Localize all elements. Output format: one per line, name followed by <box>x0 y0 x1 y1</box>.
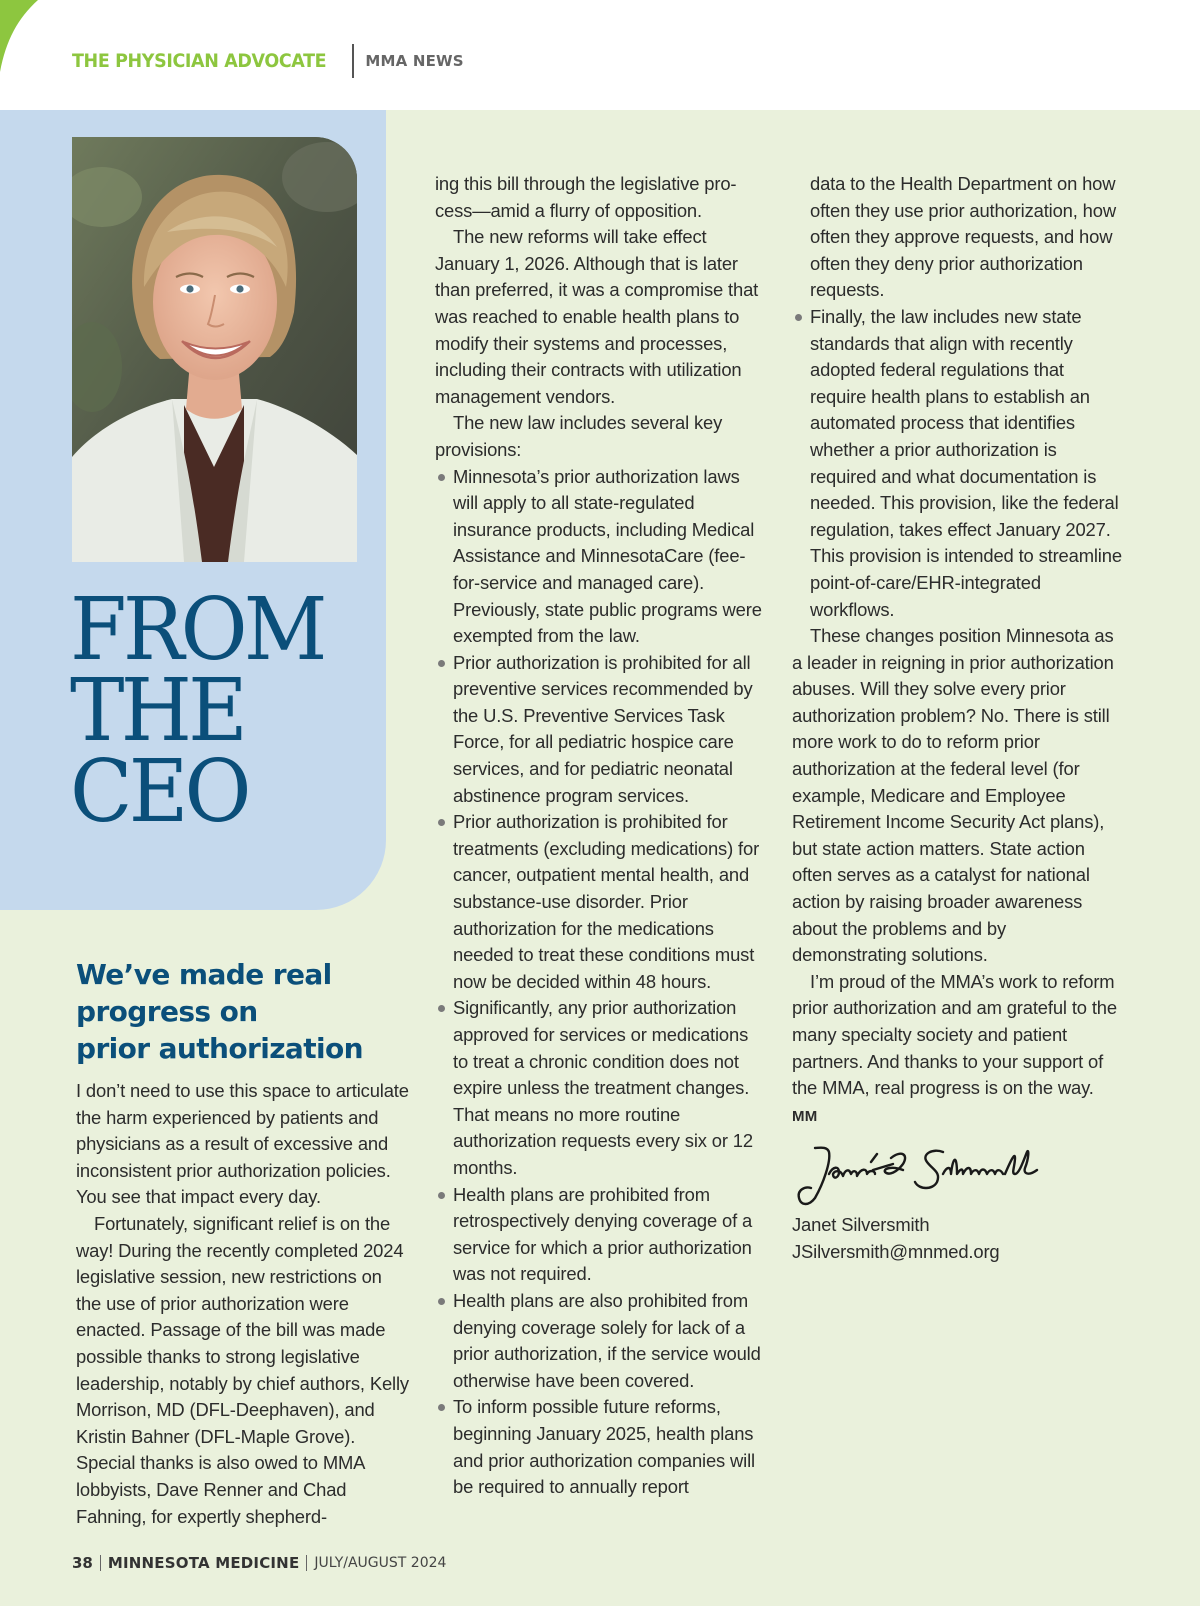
article-column-3 <box>792 171 1122 1130</box>
bullet-continuation: data to the Health Department on how often they use prior authorization, how often they approve requests, and how often they deny prior authorization requests. <box>810 173 1116 301</box>
feature-title-line-3: CEO <box>70 742 248 842</box>
paragraph: ing this bill through the legislative pro-cess—amid a flurry of opposition. <box>435 173 737 221</box>
paragraph: I don’t need to use this space to articulate the harm experienced by patients and physicians as a result of excessive and inconsistent prior authorization policies. You see that impact every day. <box>76 1080 409 1208</box>
article-column-2 <box>435 171 767 1501</box>
footer-divider <box>100 1555 101 1571</box>
author-signoff <box>792 1212 1122 1265</box>
subsection-label: MMA NEWS <box>365 52 464 70</box>
feature-title-line-2: THE <box>70 661 244 761</box>
headline-line-1: We’ve made real <box>76 958 332 991</box>
signature-image <box>793 1140 1063 1214</box>
header-divider <box>352 44 354 78</box>
corner-accent-shape <box>0 0 40 80</box>
author-email[interactable]: JSilversmith@mnmed.org <box>792 1240 1000 1262</box>
headline-line-3: prior authorization <box>76 1032 363 1065</box>
bullet-item: Health plans are also prohibited from denying coverage solely for lack of a prior authorization, if the service would otherwise have been covered. <box>435 1288 767 1394</box>
page-footer <box>72 1554 446 1572</box>
feature-title-line-1: FROM <box>70 580 324 680</box>
footer-divider <box>306 1555 307 1571</box>
author-name: Janet Silversmith <box>792 1214 930 1235</box>
paragraph: These changes position Minnesota as a leader in reigning in prior authorization abuses. Will they solve every prior authorization problem? No. There is still more work to do to reform prior authorization at the federal level (for example, Medicare and Employee Retirement Income Security Act plans), but state action matters. State action often serves as a catalyst for national action by raising broader awareness about the problems and by demonstrating solutions. <box>792 625 1114 966</box>
paragraph: The new reforms will take effect January 1, 2026. Although that is later than preferred, it was a compromise that was reached to enable health plans to modify their systems and processes, including their contracts with utilization management vendors. <box>435 226 759 407</box>
bullet-item: Prior authorization is prohibited for all preventive services recommended by the U.S. Preventive Services Task Force, for all pediatric hospice care services, and for pediatric neonatal abstinence program services. <box>435 650 767 810</box>
bullet-item: Minnesota’s prior authorization laws will apply to all state-regulated insurance products, including Medical Assistance and MinnesotaCare (fee-for-service and managed care). Previously, state public programs were exempted from the law. <box>435 464 767 650</box>
article-headline <box>76 956 396 1067</box>
paragraph: Fortunately, significant relief is on the way! During the recently completed 2024 legislative session, new restrictions on the use of prior authorization were enacted. Passage of the bill was made possible thanks to strong legislative leadership, notably by chief authors, Kelly Morrison, MD (DFL-Deephaven), and Kristin Bahner (DFL-Maple Grove). Special thanks is also owed to MMA lobbyists, Dave Renner and Chad Fahning, for expertly shepherd- <box>76 1212 409 1527</box>
page-number: 38 <box>72 1554 93 1572</box>
ceo-portrait-photo <box>72 137 357 562</box>
section-title: THE PHYSICIAN ADVOCATE <box>72 50 327 72</box>
paragraph: The new law includes several key provisions: <box>435 412 723 460</box>
feature-title <box>70 580 324 842</box>
bullet-item: Health plans are prohibited from retrospectively denying coverage of a service for which a prior authorization was not required. <box>435 1182 767 1288</box>
magazine-name: MINNESOTA MEDICINE <box>107 1554 300 1572</box>
bullet-item: To inform possible future reforms, beginning January 2025, health plans and prior authorization companies will be required to annually report <box>435 1394 767 1500</box>
headline-line-2: progress on <box>76 995 258 1028</box>
bullet-item: Finally, the law includes new state standards that align with recently adopted federal regulations that require health plans to establish an automated process that identifies whether a prior authorization is required and what documentation is needed. This provision, like the federal regulation, takes effect January 2027. This provision is intended to streamline point-of-care/EHR-integrated workflows. <box>792 304 1122 623</box>
closing-text: I’m proud of the MMA’s work to reform prior authorization and am grateful to the many specialty society and patient partners. And thanks to your support of the MMA, real progress is on the way. <box>792 970 1117 1099</box>
end-mark: MM <box>792 1107 818 1125</box>
bullet-item: Prior authorization is prohibited for treatments (excluding medications) for cancer, outpatient mental health, and substance-use disorder. Prior authorization for the medications needed to treat these conditions must now be decided within 48 hours. <box>435 809 767 995</box>
bullet-item: Significantly, any prior authorization approved for services or medications to treat a chronic condition does not expire unless the treatment changes. That means no more routine authorization requests every six or 12 months. <box>435 995 767 1181</box>
page-header <box>72 44 464 78</box>
article-column-1 <box>76 1078 410 1530</box>
paragraph <box>792 969 1122 1131</box>
issue-date: JULY/AUGUST 2024 <box>314 1555 447 1571</box>
